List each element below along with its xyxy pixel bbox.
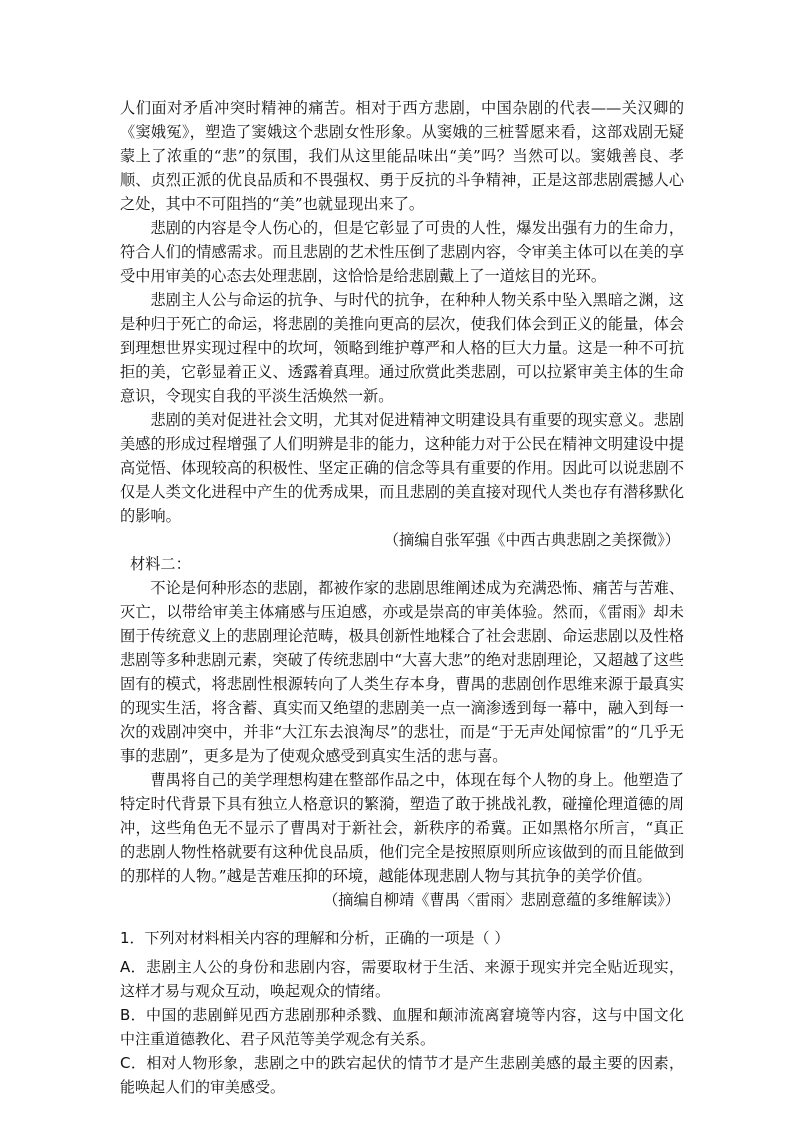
- option-a: A．悲剧主人公的身份和悲剧内容，需要取材于生活、来源于现实并完全贴近现实，这样才易与观众互动，唤起观众的情绪。: [120, 958, 684, 1000]
- question-stem: 1．下列对材料相关内容的理解和分析，正确的一项是（ ）: [120, 929, 510, 947]
- material2-label: 材料二：: [130, 555, 191, 573]
- option-b: B．中国的悲剧鲜见西方悲剧那种杀戮、血腥和颠沛流离窘境等内容，这与中国文化中注重道德教化、君子风范等美学观念有关系。: [120, 1006, 684, 1048]
- material1-source: （摘编自张军强《中西古典悲剧之美探微》）: [383, 531, 680, 549]
- material1-paragraph-2: 悲剧的内容是令人伤心的，但是它彰显了可贵的人性，爆发出强有力的生命力，符合人们的情感需求。而且悲剧的艺术性压倒了悲剧内容，令审美主体可以在美的享受中用审美的心态去处理悲剧，这恰恰是给悲剧戴上了一道炫目的光环。: [120, 219, 684, 285]
- material1-paragraph-1: 人们面对矛盾冲突时精神的痛苦。相对于西方悲剧，中国杂剧的代表——关汉卿的《窦娥冤》，塑造了窦娥这个悲剧女性形象。从窦娥的三桩誓愿来看，这部戏剧无疑蒙上了浓重的“悲”的氛围，我们从这里能品味出“美”吗？当然可以。窦娥善良、孝顺、贞烈正派的优良品质和不畏强权、勇于反抗的斗争精神，正是这部悲剧震撼人心之处，其中不可阻挡的“美”也就显现出来了。: [120, 99, 684, 213]
- material2-source: （摘编自柳靖《曹禺〈雷雨〉悲剧意蕴的多维解读》）: [323, 891, 680, 909]
- question-1: [120, 926, 684, 1099]
- material1-paragraph-4: 悲剧的美对促进社会文明，尤其对促进精神文明建设具有重要的现实意义。悲剧美感的形成过程增强了人们明辨是非的能力，这种能力对于公民在精神文明建设中提高觉悟、体现较高的积极性、坚定正确的信念等具有重要的作用。因此可以说悲剧不仅是人类文化进程中产生的优秀成果，而且悲剧的美直接对现代人类也存有潜移默化的影响。: [120, 411, 684, 525]
- option-c: C．相对人物形象，悲剧之中的跌宕起伏的情节才是产生悲剧美感的最主要的因素，能唤起人们的审美感受。: [120, 1054, 684, 1096]
- material2-paragraph-2: 曹禺将自己的美学理想构建在整部作品之中，体现在每个人物的身上。他塑造了特定时代背景下具有独立人格意识的繁漪，塑造了敢于挑战礼教，碰撞伦理道德的周冲，这些角色无不显示了曹禺对于新社会，新秩序的希冀。正如黑格尔所言，“真正的悲剧人物性格就要有这种优良品质，他们完全是按照原则所应该做到的而且能做到的那样的人物。”越是苦难压抑的环境，越能体现悲剧人物与其抗争的美学价值。: [120, 771, 684, 885]
- material2-paragraph-1: 不论是何种形态的悲剧，都被作家的悲剧思维阐述成为充满恐怖、痛苦与苦难、灭亡，以带给审美主体痛感与压迫感，亦或是崇高的审美体验。然而，《雷雨》却未囿于传统意义上的悲剧理论范畴，极具创新性地糅合了社会悲剧、命运悲剧以及性格悲剧等多种悲剧元素，突破了传统悲剧中“大喜大悲”的绝对悲剧理论，又超越了这些固有的模式，将悲剧性根源转向了人类生存本身，曹禺的悲剧创作思维来源于最真实的现实生活，将含蓄、真实而又绝望的悲剧美一点一滴渗透到每一幕中，融入到每一次的戏剧冲突中，并非“大江东去浪淘尽”的悲壮，而是“于无声处闻惊雷”的“几乎无事的悲剧”，更多是为了使观众感受到真实生活的悲与喜。: [120, 579, 684, 765]
- material1-paragraph-3: 悲剧主人公与命运的抗争、与时代的抗争，在种种人物关系中坠入黑暗之渊，这是种归于死亡的命运，将悲剧的美推向更高的层次，使我们体会到正义的能量，体会到理想世界实现过程中的坎坷，领略到维护尊严和人格的巨大力量。这是一种不可抗拒的美，它彰显着正义、透露着真理。通过欣赏此类悲剧，可以拉紧审美主体的生命意识，令现实自我的平淡生活焕然一新。: [120, 291, 684, 405]
- document-page: [120, 96, 684, 1099]
